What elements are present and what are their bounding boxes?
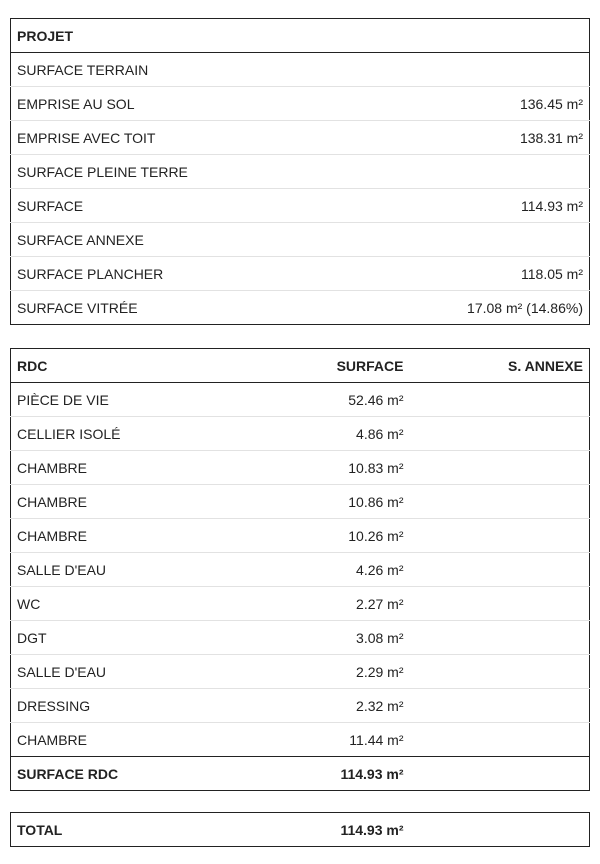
projet-row-label: SURFACE PLANCHER bbox=[11, 257, 311, 291]
projet-row-label: SURFACE VITRÉE bbox=[11, 291, 311, 325]
projet-row-label: EMPRISE AU SOL bbox=[11, 87, 311, 121]
rdc-row-label: CHAMBRE bbox=[11, 723, 260, 757]
rdc-row-surface: 4.26 m² bbox=[260, 553, 410, 587]
grand-total-row bbox=[11, 813, 590, 847]
rdc-header-row bbox=[11, 349, 590, 383]
rdc-row-label: DGT bbox=[11, 621, 260, 655]
rdc-row-surface: 3.08 m² bbox=[260, 621, 410, 655]
rdc-row-annexe bbox=[410, 689, 590, 723]
rdc-row-surface: 10.83 m² bbox=[260, 451, 410, 485]
rdc-row-surface: 4.86 m² bbox=[260, 417, 410, 451]
projet-row-value: 136.45 m² bbox=[311, 87, 590, 121]
rdc-total-annexe bbox=[410, 757, 590, 791]
rdc-row bbox=[11, 451, 590, 485]
rdc-row-surface: 10.86 m² bbox=[260, 485, 410, 519]
rdc-row bbox=[11, 689, 590, 723]
rdc-row-annexe bbox=[410, 383, 590, 417]
rdc-table bbox=[10, 348, 590, 791]
rdc-row-surface: 2.29 m² bbox=[260, 655, 410, 689]
rdc-row-annexe bbox=[410, 485, 590, 519]
rdc-row-annexe bbox=[410, 553, 590, 587]
projet-row-value: 138.31 m² bbox=[311, 121, 590, 155]
rdc-row-annexe bbox=[410, 621, 590, 655]
rdc-row bbox=[11, 723, 590, 757]
rdc-row-annexe bbox=[410, 417, 590, 451]
total-table bbox=[10, 812, 590, 847]
rdc-row-label: SALLE D'EAU bbox=[11, 553, 260, 587]
projet-row-value bbox=[311, 155, 590, 189]
rdc-total-row bbox=[11, 757, 590, 791]
projet-row-label: SURFACE bbox=[11, 189, 311, 223]
rdc-header-surface: SURFACE bbox=[260, 349, 410, 383]
grand-total-surface: 114.93 m² bbox=[340, 821, 404, 838]
projet-row-label: EMPRISE AVEC TOIT bbox=[11, 121, 311, 155]
rdc-row bbox=[11, 621, 590, 655]
rdc-row-annexe bbox=[410, 723, 590, 757]
projet-row bbox=[11, 189, 590, 223]
projet-row bbox=[11, 121, 590, 155]
rdc-header-annexe: S. ANNEXE bbox=[410, 349, 590, 383]
rdc-row-label: PIÈCE DE VIE bbox=[17, 391, 109, 408]
grand-total-label: TOTAL bbox=[17, 821, 63, 838]
projet-table bbox=[10, 18, 590, 325]
projet-row bbox=[11, 87, 590, 121]
projet-row-value: 118.05 m² bbox=[311, 257, 590, 291]
rdc-total-surface: 114.93 m² bbox=[260, 757, 410, 791]
grand-total-annexe bbox=[410, 813, 590, 847]
projet-row-label: SURFACE PLEINE TERRE bbox=[11, 155, 311, 189]
rdc-row bbox=[11, 519, 590, 553]
rdc-row-surface: 2.27 m² bbox=[260, 587, 410, 621]
rdc-header-label: RDC bbox=[11, 349, 260, 383]
rdc-row-annexe bbox=[410, 587, 590, 621]
rdc-row-annexe bbox=[410, 451, 590, 485]
rdc-row bbox=[11, 587, 590, 621]
projet-row-value: 114.93 m² bbox=[311, 189, 590, 223]
rdc-row-label: CHAMBRE bbox=[11, 519, 260, 553]
rdc-total-label: SURFACE RDC bbox=[11, 757, 260, 791]
rdc-row-label: DRESSING bbox=[11, 689, 260, 723]
rdc-row-annexe bbox=[410, 519, 590, 553]
projet-row bbox=[11, 291, 590, 325]
rdc-rows bbox=[11, 383, 590, 791]
rdc-row bbox=[11, 485, 590, 519]
projet-row-value bbox=[311, 223, 590, 257]
projet-row-label: SURFACE TERRAIN bbox=[17, 61, 149, 78]
rdc-row-surface: 11.44 m² bbox=[260, 723, 410, 757]
projet-row bbox=[11, 257, 590, 291]
rdc-row bbox=[11, 417, 590, 451]
projet-row-value: 17.08 m² (14.86%) bbox=[311, 291, 590, 325]
projet-rows bbox=[11, 53, 590, 325]
rdc-row bbox=[11, 383, 590, 417]
rdc-row-label: CHAMBRE bbox=[11, 451, 260, 485]
projet-header: PROJET bbox=[11, 19, 590, 53]
projet-row-label: SURFACE ANNEXE bbox=[11, 223, 311, 257]
rdc-row-label: CELLIER ISOLÉ bbox=[11, 417, 260, 451]
rdc-row-label: CHAMBRE bbox=[11, 485, 260, 519]
rdc-row bbox=[11, 553, 590, 587]
rdc-row-annexe bbox=[410, 655, 590, 689]
rdc-row-surface: 10.26 m² bbox=[260, 519, 410, 553]
rdc-row-surface: 52.46 m² bbox=[348, 391, 404, 408]
rdc-row-label: WC bbox=[11, 587, 260, 621]
rdc-row-surface: 2.32 m² bbox=[260, 689, 410, 723]
rdc-row bbox=[11, 655, 590, 689]
projet-row bbox=[11, 155, 590, 189]
rdc-row-label: SALLE D'EAU bbox=[11, 655, 260, 689]
projet-header-row bbox=[11, 19, 590, 53]
projet-row bbox=[11, 223, 590, 257]
projet-row-value bbox=[311, 53, 590, 87]
projet-row bbox=[11, 53, 590, 87]
